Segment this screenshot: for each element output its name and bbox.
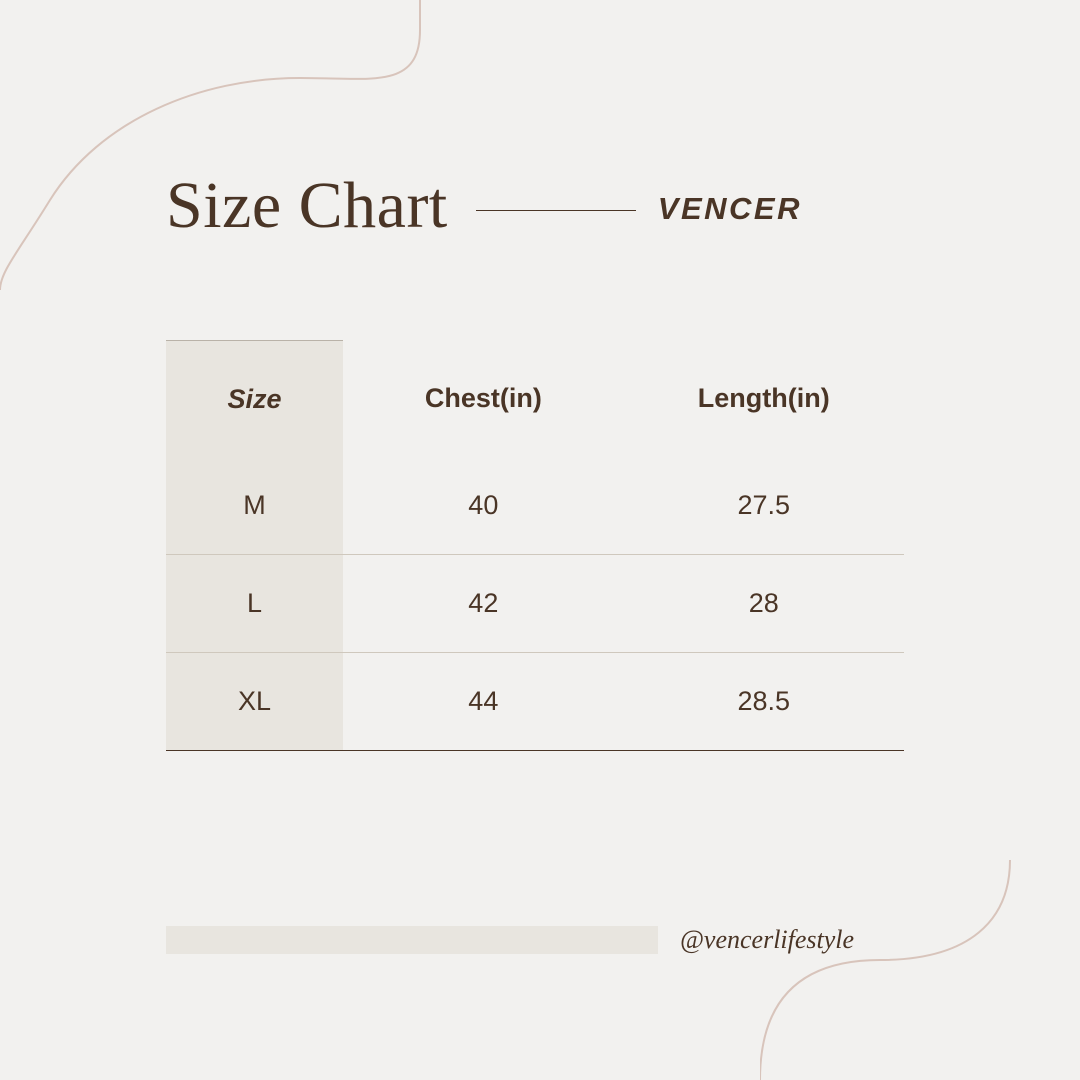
cell-length: 27.5: [624, 457, 904, 555]
social-handle: @vencerlifestyle: [680, 925, 855, 954]
brand-name: VENCER: [657, 191, 802, 226]
table-header: [166, 341, 904, 458]
cell-length: 28: [624, 555, 904, 653]
table-row: [166, 653, 904, 751]
title-divider: [476, 210, 636, 211]
footer-accent-bar: [166, 926, 658, 954]
column-header-chest: Chest(in): [424, 383, 542, 414]
cell-chest: 40: [343, 457, 623, 555]
cell-size: XL: [166, 653, 343, 751]
table-row: [166, 457, 904, 555]
page-title: Size Chart: [166, 169, 448, 242]
cell-size: M: [166, 457, 343, 555]
footer: [166, 925, 904, 955]
table-header-row: [166, 341, 904, 458]
cell-size: L: [166, 555, 343, 653]
cell-chest: 42: [343, 555, 623, 653]
decorative-corner-curve-bottom-right: [760, 860, 1080, 1080]
column-header-size: Size: [166, 341, 343, 458]
size-chart-table-wrapper: [166, 340, 904, 751]
table-body: [166, 457, 904, 751]
size-chart-table: [166, 340, 904, 751]
cell-length: 28.5: [624, 653, 904, 751]
cell-chest: 44: [343, 653, 623, 751]
column-header-length: Length(in): [697, 383, 830, 414]
decorative-corner-curve-top-left: [0, 0, 440, 300]
table-row: [166, 555, 904, 653]
header: [166, 160, 914, 252]
